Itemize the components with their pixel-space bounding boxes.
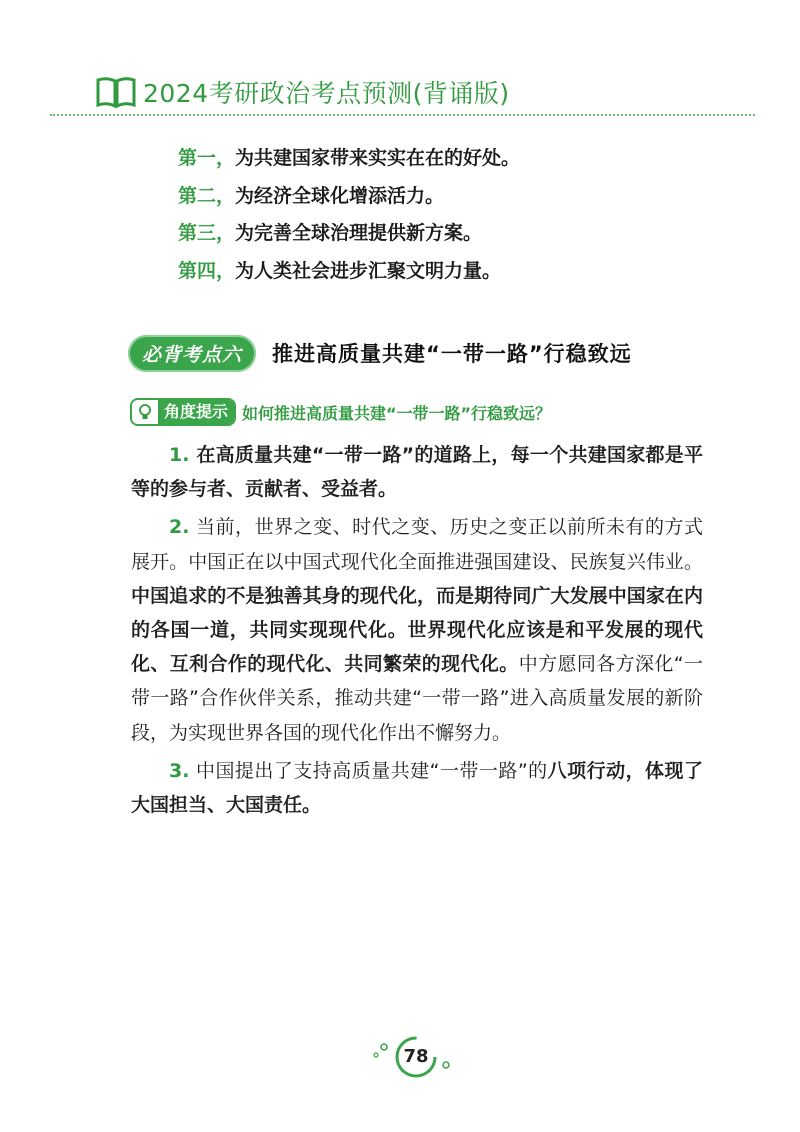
section-title: 推进高质量共建“一带一路”行稳致远 [272,342,632,366]
paragraph-bold-text: 在高质量共建“一带一路”的道路上，每一个共建国家都是平等的参与者、贡献者、受益者。 [131,444,703,501]
page-number: 78 [403,1046,429,1067]
point-text: 为经济全球化增添活力。 [235,184,445,207]
list-item [178,253,520,291]
list-item [178,215,520,253]
paragraph-1 [131,438,703,506]
paragraph-bold-text: 八项行动，体现了大国担当、大国责任。 [131,759,703,817]
hint-question: 如何推进高质量共建“一带一路”行稳致远？ [242,403,552,423]
point-text: 为共建国家带来实实在在的好处。 [235,147,521,169]
paragraph-number: 1. [169,444,190,466]
list-item [178,178,520,216]
header-divider [50,114,755,116]
hint-badge [130,398,236,426]
point-label: 第三， [178,222,236,244]
list-item [178,140,520,178]
body-text [131,438,703,826]
hint-label: 角度提示 [158,400,234,424]
page-footer [368,1025,468,1085]
paragraph-text: 中国提出了支持高质量共建“一带一路”的 [189,759,548,782]
paragraph-bold-text: 中国追求的不是独善其身的现代化，而是期待同广大发展中国家在内的各国一道，共同实现现代化。世界现代化应该是和平发展的现代化、互利合作的现代化、共同繁荣的现代化。 [131,584,703,676]
paragraph-2 [131,510,703,749]
paragraph-text: 当前，世界之变、时代之变、历史之变正以前所未有的方式展开。中国正在以中国式现代化全面推进强国建设、民族复兴伟业。 [131,516,703,573]
angle-hint [130,397,551,427]
header-title: 2024考研政治考点预测(背诵版) [143,79,510,108]
point-text: 为人类社会进步汇聚文明力量。 [235,259,502,282]
point-label: 第二， [178,184,236,207]
points-list [178,140,520,290]
paragraph-number: 2. [169,516,190,539]
lightbulb-icon [132,400,158,424]
running-header [95,70,510,114]
paragraph-text: 中方愿同各方深化“一带一路”合作伙伴关系，推动共建“一带一路”进入高质量发展的新阶段，为实现世界各国的现代化作出不懈努力。 [131,653,703,744]
open-book-icon [95,75,137,109]
point-label: 第四， [178,259,236,282]
section-badge: 必背考点六 [128,335,256,372]
paragraph-number: 3. [169,759,190,782]
point-text: 为完善全球治理提供新方案。 [235,222,483,244]
paragraph-3 [131,754,703,822]
point-label: 第一， [178,147,236,169]
section-heading [128,333,632,373]
